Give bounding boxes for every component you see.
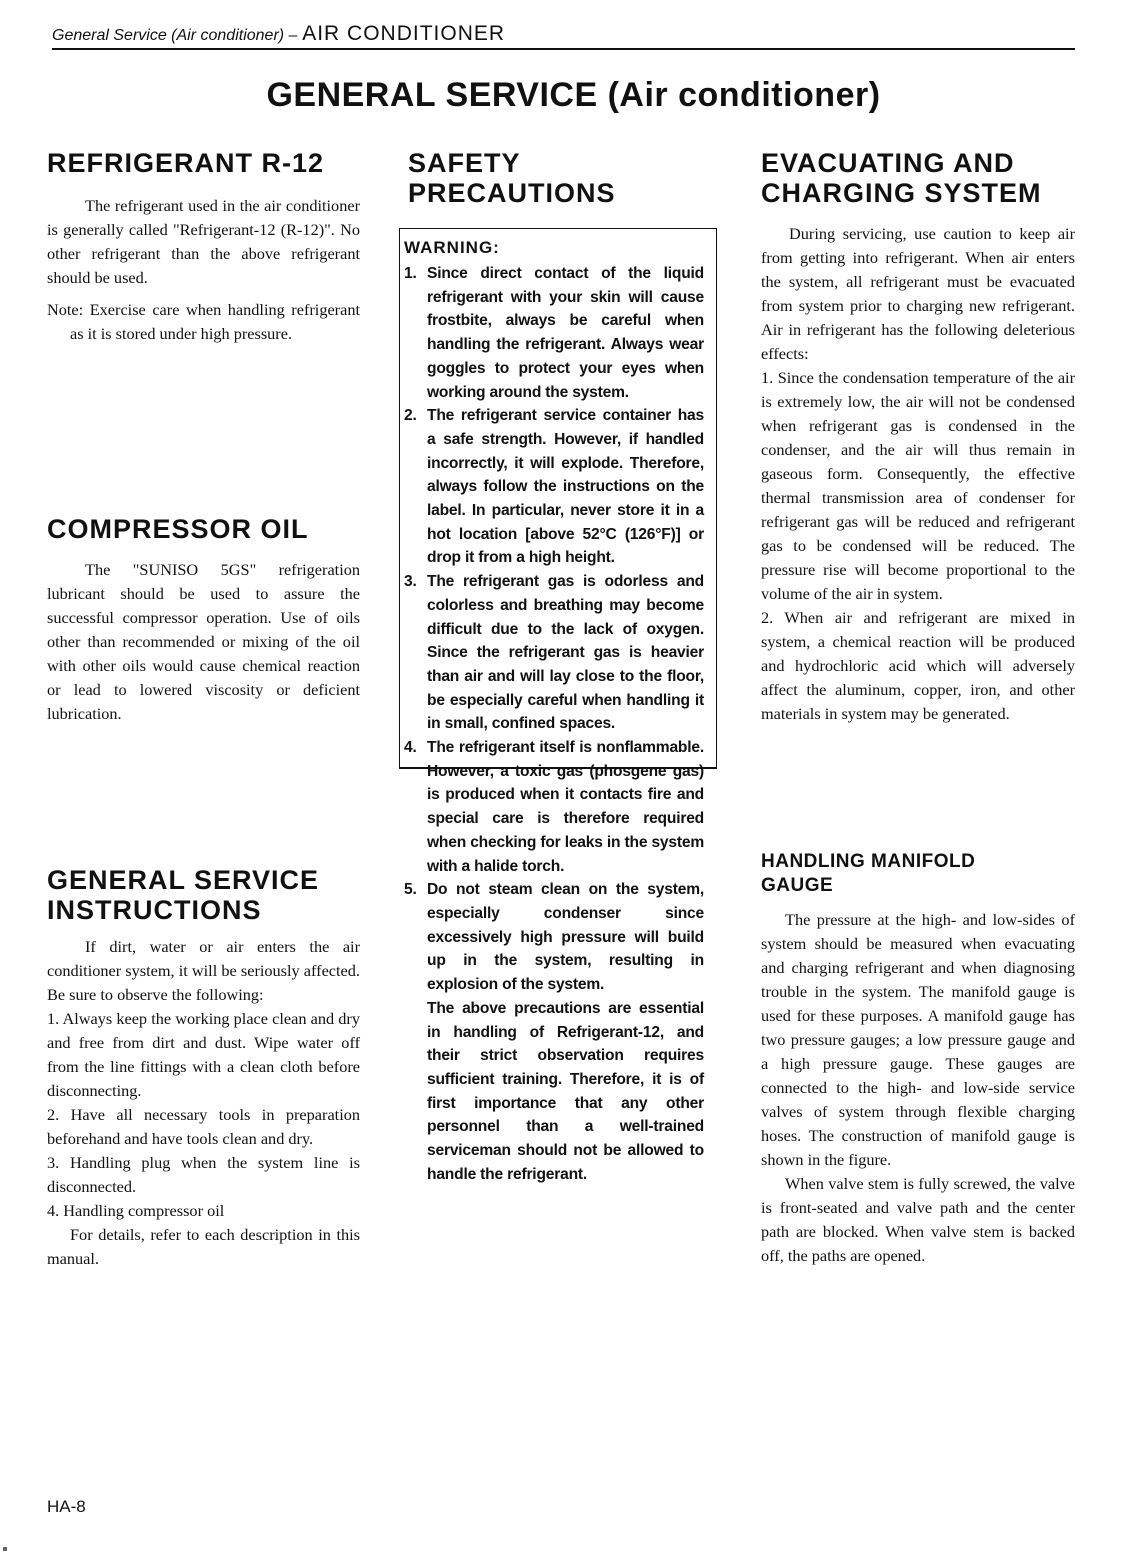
evacuating-section xyxy=(761,148,1075,726)
general-instructions-section xyxy=(47,865,360,1271)
warning-item-1-text: Since direct contact of the liquid refrigerant with your skin will cause frostbite, always be careful when handling the refrigerant. Always wear goggles to protect your eyes when working around the system. xyxy=(427,265,704,401)
warning-item-1-number: 1. xyxy=(404,265,417,282)
manifold-heading-line1: HANDLING MANIFOLD xyxy=(761,851,976,872)
running-header-chapter: AIR CONDITIONER xyxy=(302,22,506,45)
warning-item-3 xyxy=(404,570,704,736)
running-header xyxy=(52,22,505,46)
warning-box xyxy=(399,228,717,1183)
warning-item-4-number: 4. xyxy=(404,739,417,757)
warning-item-4 xyxy=(404,736,704,878)
warning-item-2-text: The refrigerant service container has a safe strength. However, if handled incorrectly, it will explode. Therefore, always follow the instructions on the label. In particular, never store it in a hot location [above 52°C (126°F)] or drop it from a high height. xyxy=(427,407,704,567)
warning-item-1 xyxy=(404,262,704,404)
compressor-oil-heading: COMPRESSOR OIL xyxy=(47,514,309,544)
warning-item-5 xyxy=(404,878,704,997)
general-instructions-closing: For details, refer to each description in this manual. xyxy=(47,1225,360,1268)
compressor-oil-body: The "SUNISO 5GS" refrigeration lubricant should be used to assure the successful compressor operation. Use of oils other than recommended or mixing of the oil with other oils would cause chemical reaction or lead to lowered viscosity or deficient lubrication. xyxy=(47,560,360,723)
warning-item-2 xyxy=(404,404,704,570)
page-number: HA-8 xyxy=(47,1497,86,1516)
warning-item-4-text: The refrigerant itself is nonflammable. However, a toxic gas (phosgene gas) is produced when it contacts fire and special care is therefore required when checking for leaks in the system with a halide torch. xyxy=(427,739,704,875)
safety-heading-line1: SAFETY xyxy=(408,148,521,178)
evacuating-item-2: 2. When air and refrigerant are mixed in system, a chemical reaction will be produced and hydrochloric acid which will adversely affect the aluminum, copper, iron, and other materials in system may be generated. xyxy=(761,608,1075,723)
warning-item-3-number: 3. xyxy=(404,573,417,591)
page-title: GENERAL SERVICE (Air conditioner) xyxy=(266,76,881,114)
refrigerant-heading: REFRIGERANT R-12 xyxy=(47,148,325,178)
general-instructions-item-4: 4. Handling compressor oil xyxy=(47,1201,225,1220)
warning-item-5-text: Do not steam clean on the system, especially condenser since excessively high pressure will build up in the system, resulting in explosion of the system. xyxy=(427,881,704,994)
general-instructions-item-1: 1. Always keep the working place clean and dry and free from dirt and dust. Wipe water off from the line fittings with a clean cloth before disconnecting. xyxy=(47,1009,360,1100)
running-header-section: General Service (Air conditioner) – xyxy=(52,27,298,44)
header-rule xyxy=(52,48,1075,50)
evacuating-heading-line2: CHARGING SYSTEM xyxy=(761,178,1042,208)
compressor-oil-section xyxy=(47,514,360,726)
manifold-heading-line2: GAUGE xyxy=(761,875,834,896)
general-instructions-heading-line1: GENERAL SERVICE xyxy=(47,865,320,895)
warning-item-3-text: The refrigerant gas is odorless and colorless and breathing may become difficult due to the lack of oxygen. Since the refrigerant gas is heavier than air and will lay close to the floor, be especially careful when handling it in small, confined spaces. xyxy=(427,573,704,733)
warning-item-2-number: 2. xyxy=(404,407,417,425)
warning-item-5-number: 5. xyxy=(404,881,417,899)
safety-heading xyxy=(408,148,728,208)
general-instructions-heading-line2: INSTRUCTIONS xyxy=(47,895,262,925)
general-instructions-intro: If dirt, water or air enters the air conditioner system, it will be seriously affected. Be sure to observe the following: xyxy=(47,937,360,1004)
refrigerant-note: Note: Exercise care when handling refrigerant as it is stored under high pressure. xyxy=(47,300,360,343)
manifold-section xyxy=(761,850,1075,1268)
manifold-paragraph-2: When valve stem is fully screwed, the valve is front-seated and valve path and the center path are blocked. When valve stem is backed off, the paths are opened. xyxy=(761,1174,1075,1265)
evacuating-item-1: 1. Since the condensation temperature of the air is extremely low, the air will not be condensed when refrigerant gas is condensed in the condenser, and the air will thus remain in gaseous form. Consequently, the effective thermal transmission area of condenser for refrigerant gas will be reduced and refrigerant gas to be condensed will be reduced. The pressure rise will become proportional to the volume of the air in system. xyxy=(761,368,1075,603)
manifold-paragraph-1: The pressure at the high- and low-sides of system should be measured when evacuating and charging refrigerant and when diagnosing trouble in the system. The manifold gauge is used for these purposes. A manifold gauge has two pressure gauges; a low pressure gauge and a high pressure gauge. These gauges are connected to the high- and low-side service valves of system through flexible charging hoses. The construction of manifold gauge is shown in the figure. xyxy=(761,910,1075,1169)
general-instructions-item-3: 3. Handling plug when the system line is disconnected. xyxy=(47,1153,360,1196)
warning-label: WARNING: xyxy=(404,238,500,257)
refrigerant-section xyxy=(47,148,360,346)
refrigerant-body: The refrigerant used in the air conditioner is generally called "Refrigerant-12 (R-12)". No other refrigerant than the above refrigerant should be used. xyxy=(47,196,360,287)
general-instructions-item-2: 2. Have all necessary tools in preparation beforehand and have tools clean and dry. xyxy=(47,1105,360,1148)
evacuating-intro: During servicing, use caution to keep air from getting into refrigerant. When air enters the system, all refrigerant must be evacuated from system prior to charging new refrigerant. Air in refrigerant has the following deleterious effects: xyxy=(761,224,1075,363)
scan-corner-mark xyxy=(3,1547,7,1551)
safety-heading-line2: PRECAUTIONS xyxy=(408,178,616,208)
warning-closing: The above precautions are essential in handling of Refrigerant-12, and their strict observation requires sufficient training. Therefore, it is of first importance that any other personnel than a well-trained serviceman should not be allowed to handle the refrigerant. xyxy=(427,999,704,1183)
evacuating-heading-line1: EVACUATING AND xyxy=(761,148,1015,178)
